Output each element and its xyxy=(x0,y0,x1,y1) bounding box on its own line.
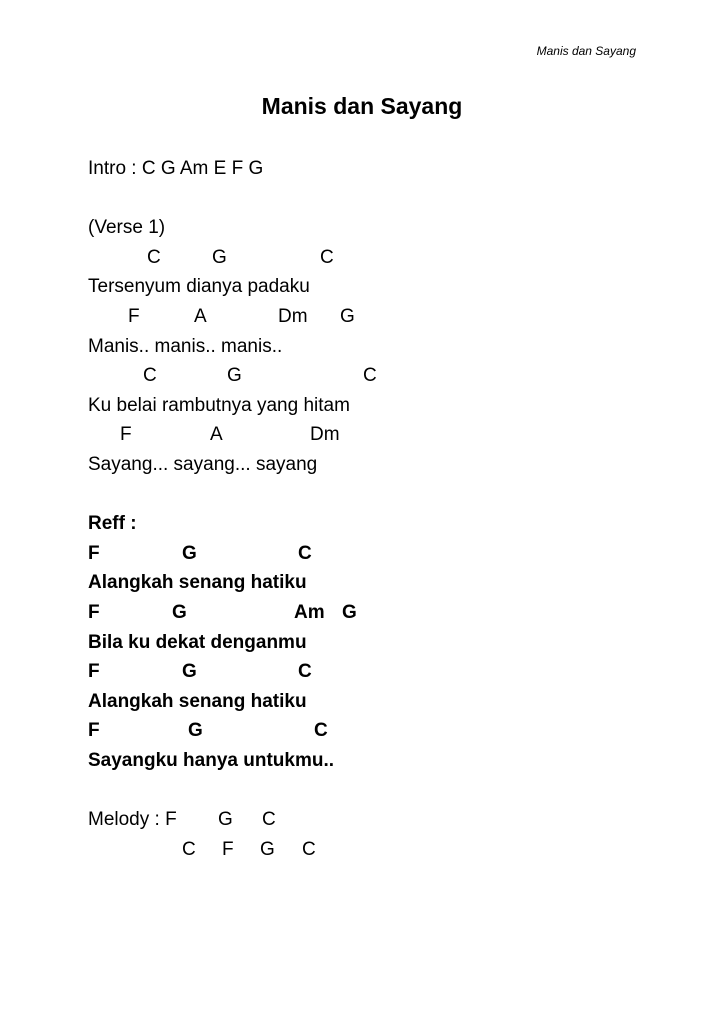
chord-line xyxy=(88,302,688,332)
chord: C xyxy=(302,838,316,860)
blank-line xyxy=(88,480,688,510)
running-header: Manis dan Sayang xyxy=(536,44,636,58)
lyric-line: Tersenyum dianya padaku xyxy=(88,276,310,298)
chord: C xyxy=(314,720,328,742)
chord: Am xyxy=(294,601,325,623)
chord: G xyxy=(218,809,233,831)
chord: Dm xyxy=(310,424,340,446)
chord: C xyxy=(320,246,334,268)
chord: G xyxy=(188,720,203,742)
chord: C xyxy=(143,365,157,387)
chord-line xyxy=(88,420,688,450)
chord: C xyxy=(363,365,377,387)
chord: C xyxy=(298,542,312,564)
chord: F xyxy=(120,424,132,446)
lyric-line: Ku belai rambutnya yang hitam xyxy=(88,394,350,416)
chord: G xyxy=(172,601,187,623)
chord: F xyxy=(88,661,100,683)
lyric-line: Sayang... sayang... sayang xyxy=(88,453,318,475)
chord-line xyxy=(88,243,688,273)
lyric-line: (Verse 1) xyxy=(88,217,166,239)
chord-line xyxy=(88,539,688,569)
chord: F xyxy=(222,838,234,860)
lyric-line: Sayangku hanya untukmu.. xyxy=(88,749,334,771)
blank-line xyxy=(88,184,688,214)
song-title: Manis dan Sayang xyxy=(261,93,463,119)
chord: G xyxy=(260,838,275,860)
lyric-line: Intro : C G Am E F G xyxy=(88,158,264,179)
chord: F xyxy=(128,305,140,327)
song-body xyxy=(88,154,688,864)
blank-line xyxy=(88,775,688,805)
chord: C xyxy=(147,246,161,268)
chord-line xyxy=(88,835,688,865)
chord: Dm xyxy=(278,305,308,327)
chord-line xyxy=(88,805,688,835)
chord-line xyxy=(88,657,688,687)
lyric-line: Reff : xyxy=(88,513,137,535)
chord: C xyxy=(182,838,196,860)
chord: G xyxy=(227,365,242,387)
chord: Melody : F xyxy=(88,809,177,831)
chord: G xyxy=(212,246,227,268)
chord: G xyxy=(342,601,357,623)
lyric-line: Manis.. manis.. manis.. xyxy=(88,335,283,357)
chord: G xyxy=(340,305,355,327)
chord: F xyxy=(88,601,100,623)
chord: A xyxy=(194,305,207,327)
lyric-line: Alangkah senang hatiku xyxy=(88,572,307,594)
chord-line xyxy=(88,716,688,746)
lyric-line: Alangkah senang hatiku xyxy=(88,690,307,712)
chord-line xyxy=(88,598,688,628)
chord: C xyxy=(262,809,276,831)
chord: G xyxy=(182,661,197,683)
chord: F xyxy=(88,542,100,564)
chord: A xyxy=(210,424,223,446)
chord: G xyxy=(182,542,197,564)
chord: C xyxy=(298,661,312,683)
lyric-line: Bila ku dekat denganmu xyxy=(88,631,307,653)
chord-line xyxy=(88,361,688,391)
chord: F xyxy=(88,720,100,742)
